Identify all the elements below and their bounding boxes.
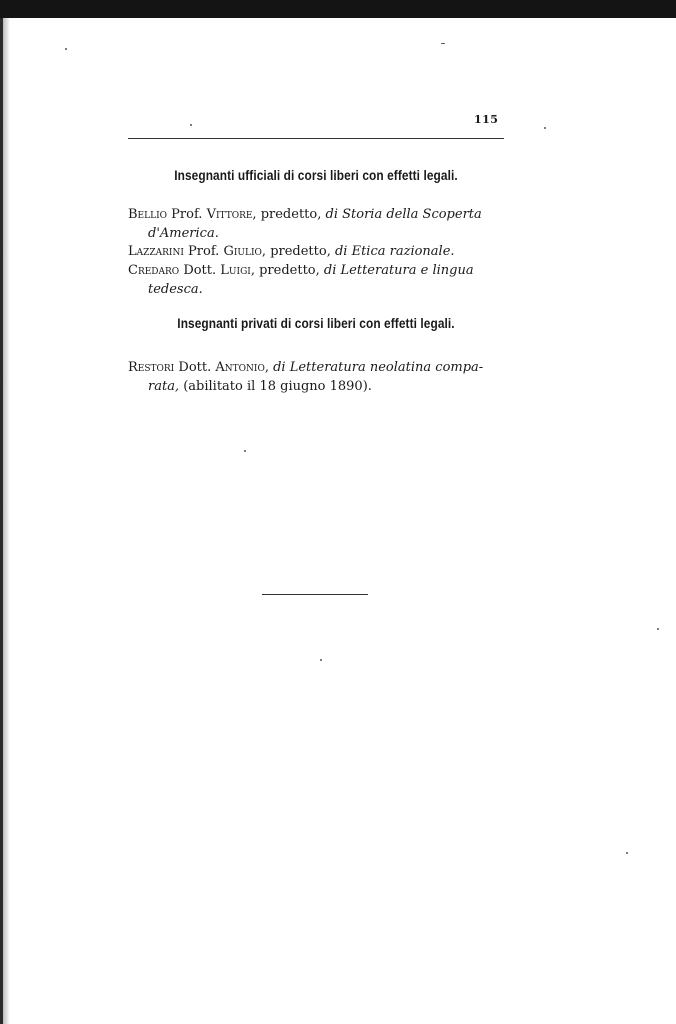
entry-first-name: Luigi bbox=[220, 263, 251, 278]
entry-surname: Lazzarini bbox=[128, 244, 184, 259]
entry-lazzarini bbox=[128, 242, 506, 261]
section-heading-private: Insegnanti privati di corsi liberi con effetti legali. bbox=[177, 316, 455, 331]
entry-first-name: Vittore bbox=[206, 207, 253, 222]
entry-bellio bbox=[128, 205, 506, 243]
entry-subject-continuation: tedesca. bbox=[148, 282, 203, 297]
entry-surname: Restori bbox=[128, 360, 175, 375]
entry-subject: di Letteratura e lingua bbox=[323, 263, 474, 278]
entry-first-name: Giulio bbox=[223, 244, 262, 259]
entry-subject: di Storia della Scoperta bbox=[325, 207, 482, 222]
scan-speck bbox=[244, 450, 246, 452]
entry-subject-continuation: d'America. bbox=[148, 226, 219, 241]
entry-title: Dott. bbox=[178, 360, 212, 375]
entry-surname: Bellio bbox=[128, 207, 168, 222]
scan-speck bbox=[65, 48, 67, 50]
scan-top-border bbox=[0, 0, 676, 18]
entry-subject-end: rata, bbox=[148, 379, 180, 394]
header-rule bbox=[128, 138, 504, 139]
section-heading-official: Insegnanti ufficiali di corsi liberi con effetti legali. bbox=[174, 168, 458, 183]
scan-speck bbox=[190, 124, 192, 126]
end-rule bbox=[262, 594, 368, 595]
entry-surname: Credaro bbox=[128, 263, 180, 278]
entry-note: (abilitato il 18 giugno 1890). bbox=[183, 379, 372, 394]
entry-comma: , bbox=[252, 207, 257, 222]
entry-comma: , bbox=[261, 244, 267, 259]
scan-speck bbox=[441, 43, 445, 44]
entry-note: predetto, bbox=[259, 263, 320, 278]
entry-note: predetto, bbox=[270, 244, 331, 259]
scan-speck bbox=[626, 852, 628, 854]
entry-first-name: Antonio, bbox=[215, 360, 269, 375]
entry-credaro bbox=[128, 261, 506, 299]
entry-restori bbox=[128, 358, 506, 396]
entry-subject: di Etica razionale. bbox=[334, 244, 455, 259]
scan-speck bbox=[657, 628, 659, 630]
entry-subject: di Letteratura neolatina compa- bbox=[273, 360, 484, 375]
entry-subject-continuation bbox=[128, 377, 506, 396]
scan-speck bbox=[544, 127, 546, 129]
entry-title: Prof. bbox=[171, 207, 203, 222]
entry-title: Prof. bbox=[188, 244, 220, 259]
entry-note: predetto, bbox=[260, 207, 322, 222]
page-number: 115 bbox=[474, 113, 499, 126]
scan-binding-shadow bbox=[3, 18, 10, 1024]
scan-speck bbox=[320, 659, 322, 661]
entry-title: Dott. bbox=[183, 263, 217, 278]
entry-comma: , bbox=[250, 263, 255, 278]
